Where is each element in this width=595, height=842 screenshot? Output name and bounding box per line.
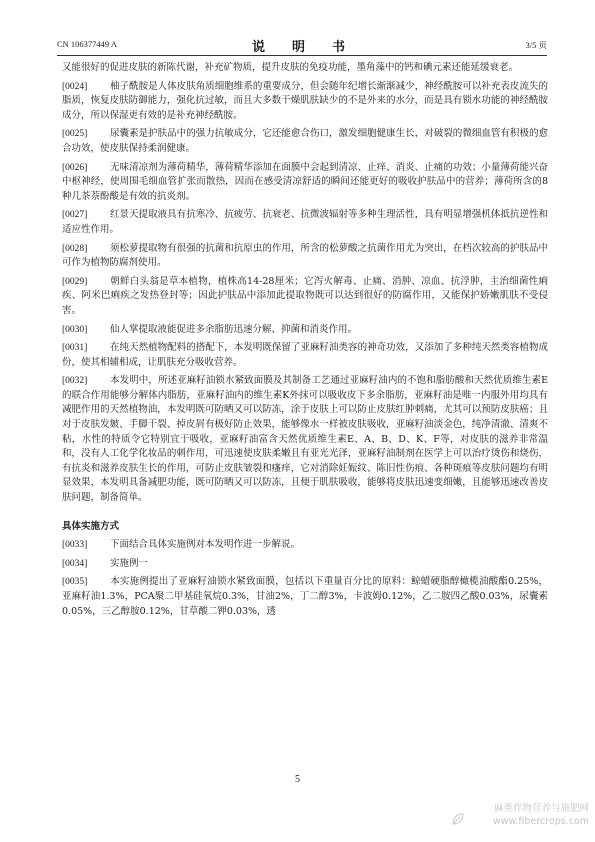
header-rule <box>57 55 547 56</box>
paragraph-text: 须松萝提取物有很强的抗菌和抗原虫的作用，所含的松萝酸之抗菌作用尤为突出，在档次较高的护肤品中可作为植物防腐剂使用。 <box>62 242 548 269</box>
paragraph-text: 又能很好的促进皮肤的新陈代谢，补充矿物质，提升皮肤的免疫功能，墨角藻中的钙和碘元素还能延缓衰老。 <box>62 62 519 73</box>
page-number: 5 <box>295 774 300 785</box>
paragraph-text: 本发明中，所述亚麻籽油锁水紧致面膜及其制备工艺通过亚麻籽油内的不饱和脂肪酸和天然优质维生素E的联合作用能够分解体内脂肪，亚麻籽油内的维生素K外抹可以吸收皮下多余脂肪，亚麻籽油是唯一内服外用均具有减肥作用的天然植物油，本发明既可防晒又可以防冻，涂于皮肤上可以防止皮肤红肿刺痛，尤其可以预防皮肤癌；且对于皮肤发皴、手脚干裂、掉皮屑有极好防止效果，能够像水一样被皮肤吸收，亚麻籽油淡金色，纯净清澈、清爽不粘，水性的特质令它特别宜于吸收，亚麻籽油富含天然优质维生素E、A、B、D、K、F等，对皮肤的滋养非常温和，没有人工化学化妆品的刺作用，可迅速使皮肤柔嫩且有亚光光泽，亚麻籽油制剂在医学上可以治疗烫伤和烧伤，有抗炎和滋养皮肤生长的作用，可防止皮肤皱裂和瘙痒，它对消除妊娠纹、陈旧性伤痕、各种斑痕等皮肤问题均有明显效果，本发明具备减肥功能，既可防晒又可以防冻，且便于肌肤吸收，能够将皮肤迅速变细嫩，且能够迅速改善皮肤问题，制备简单。 <box>62 375 548 504</box>
paragraph <box>62 557 548 572</box>
paragraph-text: 仙人掌提取液能促进多余脂肪迅速分解、抑菌和消炎作用。 <box>110 323 358 335</box>
paragraph-number: [0029] <box>62 276 88 287</box>
paragraph <box>62 161 548 205</box>
paragraph-text: 本实施例提出了亚麻籽油锁水紧致面膜，包括以下重量百分比的原料：鲸蜡硬脂醇橄榄油酸酯0.25%，亚麻籽油1.3%，PCA聚二甲基硅氧烷0.3%，甘油2%，丁二醇3%，卡波姆0.12%，乙二胺四乙酸0.03%，尿囊素0.05%，三乙醇胺0.12%，甘草酸二钾0.03%，透 <box>62 576 548 617</box>
paragraph-text: 红景天提取液具有抗寒冷、抗疲劳、抗衰老、抗微波辐射等多种生理活性，具有明显增强机体抵抗逆性和适应性作用。 <box>62 209 548 235</box>
paragraph-text: 柚子酰胺是人体皮肤角质细胞维系的重要成分，但会随年纪增长渐渐减少，神经酰胺可以补充表皮流失的脂质，恢复皮肤防御能力，强化抗过敏，而且大多数干燥肌肤缺少的不是外来的水分，而是具有锁水功能的神经酰胺成分，所以保湿更有效的是补充神经酰胺。 <box>62 80 548 121</box>
paragraph <box>62 374 548 505</box>
paragraph-number: [0035] <box>62 577 88 588</box>
page-ratio: 3/5 页 <box>525 40 547 50</box>
document-number: CN 106377449 A <box>57 39 117 49</box>
watermark-url: www.fibercrops.com <box>492 816 589 827</box>
paragraph-number: [0027] <box>62 210 88 221</box>
paragraph-number: [0025] <box>62 129 88 140</box>
site-watermark <box>493 802 589 828</box>
watermark-title: 麻类作物营养与施肥网 <box>493 803 589 814</box>
paragraph-continued <box>62 61 548 76</box>
paragraph-number: [0028] <box>62 243 88 254</box>
paragraph <box>62 127 548 156</box>
paragraph-text: 尿囊素是护肤品中的强力抗敏成分，它还能愈合伤口，激发细胞健康生长，对破裂的微细血管有积极的愈合功效，使皮肤保持柔润健康。 <box>62 128 548 154</box>
paragraph <box>62 80 548 124</box>
document-body <box>62 61 548 623</box>
paragraph-number: [0026] <box>62 162 88 173</box>
paragraph <box>62 575 548 619</box>
document-title: 说 明 书 <box>251 40 352 55</box>
page-header <box>57 36 547 54</box>
paragraph <box>62 341 548 370</box>
leaf-icon <box>451 812 465 826</box>
section-heading: 具体实施方式 <box>62 520 120 532</box>
paragraph-number: [0030] <box>62 324 88 335</box>
paragraph <box>62 275 548 319</box>
paragraph-number: [0032] <box>62 376 88 387</box>
paragraph-text: 实施例一 <box>110 557 149 569</box>
paragraph-text: 无味清凉剂为薄荷精华，薄荷精华添加在面膜中会起到清凉、止痒、消炎、止痛的功效；小量薄荷能兴奋中枢神经，使周围毛细血管扩张而散热，因而在感受清凉舒适的瞬间还能更好的吸收护肤品中的营养；薄荷所含的8种几茶萘酚酸是有效的抗炎剂。 <box>62 161 548 202</box>
paragraph-text: 朝鲜白头翁是草本植物，植株高14-28厘米；它泻火解毒、止痛、消肿、凉血、抗浮肿，主治细菌性痢疾、阿米巴痢疾之发热登封等；因此护肤品中添加此提取物既可以达到很好的防腐作用，又能保护娇嫩肌肤不受侵害。 <box>62 275 548 316</box>
paragraph-number: [0024] <box>62 81 88 92</box>
paragraph-number: [0034] <box>62 558 88 569</box>
paragraph-text: 下面结合具体实施例对本发明作进一步解说。 <box>110 539 301 551</box>
paragraph <box>62 208 548 237</box>
paragraph <box>62 323 548 338</box>
paragraph <box>62 242 548 271</box>
paragraph-number: [0031] <box>62 343 88 354</box>
paragraph <box>62 538 548 553</box>
paragraph-text: 在纯天然植物配料的搭配下，本发明既保留了亚麻籽油类容的神奇功效，又添加了多种纯天然类容植物成份，使其相辅相成，让肌肤充分吸收营养。 <box>62 342 548 368</box>
paragraph-number: [0033] <box>62 540 88 551</box>
